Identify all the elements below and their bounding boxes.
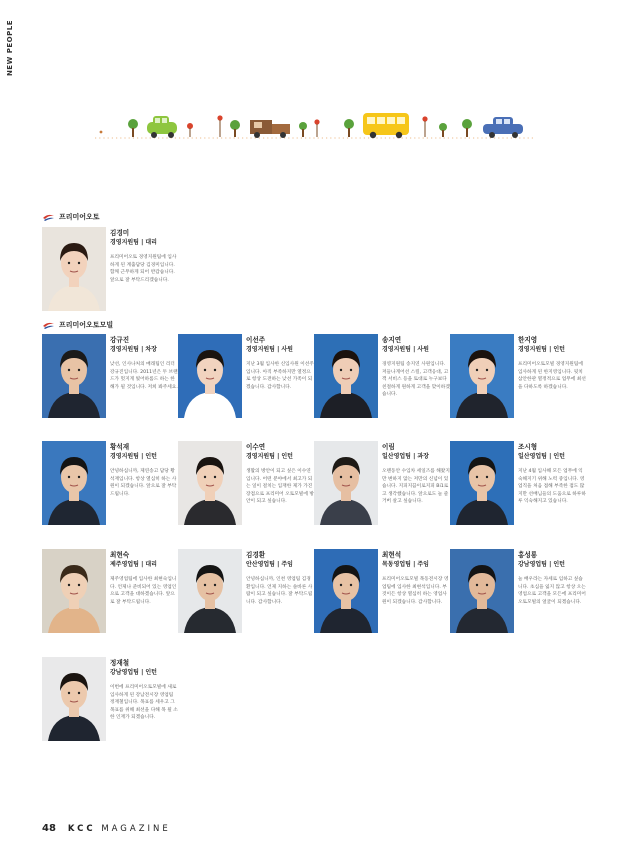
profile-info xyxy=(518,549,586,606)
brown-truck-icon xyxy=(250,120,290,138)
profile-name: 이수연 xyxy=(246,443,266,451)
portrait-photo xyxy=(178,441,242,525)
profile-card xyxy=(450,549,586,659)
profile-description: 안녕하십니까, 인천 영업팀 김경환입니다. 언제 지하는 솔바른 사람이 되고 싶습니다. 잘 부탁드립니다. 감사합니다. xyxy=(246,577,313,605)
portrait-photo xyxy=(450,549,514,633)
magazine-name xyxy=(68,824,171,834)
profile-card xyxy=(314,334,450,444)
profile-description: 프리미어오토 경영지원팀에 입사하게 된 계출담당 김경미입니다. 함께 근무하게 되어 반갑습니다. 앞으로 잘 부탁드리겠습니다. xyxy=(110,255,177,283)
profile-info xyxy=(382,334,450,399)
profile-role: 경영지원팀 | 인턴 xyxy=(246,453,293,460)
tree-icon xyxy=(230,120,240,137)
section-title-text: 프리미어오토 xyxy=(59,213,100,221)
tree-icon xyxy=(128,119,138,137)
profile-description: 지난 4월 입사해 모든 업무에 익숙해지기 위해 노력 중입니다. 영업직을 처음 접해 부족한 점도 많지만 선배님들의 도움으로 하루하루 익숙해지고 있습니다. xyxy=(518,469,586,505)
profile-description: 늘 배우라는 자세로 임하고 싶습니다. 초심을 잃지 않고 항상 오는 영업으로 고객을 모든에 프리미어오토모빌의 얼굴이 되겠습니다. xyxy=(518,577,586,605)
profile-name: 한지영 xyxy=(518,336,538,344)
profile-description: 낮선, 인사나처의 매래팀인 리더 강규진입니다. 2011년은 두 브랜드가 멋지게 빛어하롭드 하는 한 해가 될 것입니다. 저희 봐주세요. xyxy=(110,362,178,390)
tree-icon xyxy=(462,119,472,137)
profile-name: 김경환 xyxy=(246,551,266,559)
profile-description: 제주영업팀에 입사한 최현숙입니다. 언제나 준비되어 있는 영업인으로 고객을 대하겠습니다. 앞으로 잘 부탁드립니다. xyxy=(110,577,177,605)
profile-name: 김경미 xyxy=(110,229,130,237)
profile-name: 이림 xyxy=(382,443,395,451)
portrait-photo xyxy=(42,334,106,418)
profile-role: 제주영업팀 | 대리 xyxy=(110,561,157,568)
profile-card xyxy=(42,657,178,767)
profile-card xyxy=(178,441,314,551)
profile-name: 최현숙 xyxy=(110,551,130,559)
profile-role: 경영지원팀 | 인턴 xyxy=(110,453,157,460)
profile-role: 일산영업팀 | 인턴 xyxy=(518,453,565,460)
profile-role: 강남영업팀 | 인턴 xyxy=(110,669,157,676)
flower-icon xyxy=(187,123,193,137)
profile-name: 강규진 xyxy=(110,336,130,344)
portrait-photo xyxy=(314,334,378,418)
profile-role: 일산영업팀 | 과장 xyxy=(382,453,429,460)
profile-role: 경영지원팀 | 사원 xyxy=(246,346,293,353)
portrait-photo xyxy=(314,441,378,525)
profile-card xyxy=(178,549,314,659)
section-title-text: 프리미어오토모빌 xyxy=(59,321,114,329)
profile-card xyxy=(314,441,450,551)
profile-info xyxy=(246,549,314,606)
portrait-photo xyxy=(450,441,514,525)
profile-card xyxy=(450,334,586,444)
flower-icon xyxy=(314,119,319,137)
portrait-photo xyxy=(42,657,106,741)
tree-icon xyxy=(439,123,447,137)
profile-description: 프리미어오토모빌 목동전시장 영업팀에 입사한 최현석입니다. 부것이든 항상 열심히 하는 영업사원이 되겠습니다. 감사합니다. xyxy=(382,577,449,605)
profile-info xyxy=(382,441,450,506)
page-number: 48 xyxy=(42,823,56,834)
tree-icon xyxy=(299,122,307,137)
profile-info xyxy=(110,441,178,498)
profile-description: 안녕하십니까, 제연송고 담당 황석재입니다. 항상 열심히 하는 사원이 되겠습니다. 앞으로 잘 부탁드립니다. xyxy=(110,469,177,497)
page-footer xyxy=(42,823,171,834)
profile-name: 정재철 xyxy=(110,659,130,667)
flower-icon xyxy=(422,116,427,137)
premier-logo-icon xyxy=(42,213,55,222)
profile-info xyxy=(110,657,178,722)
profile-description: 이번에 프리미어오토모빌에 새로 입사하게 된 강남전시장 영업팀 정재철입니다. 목표를 세우고 그 목표를 위해 최선을 다해 목 될 소한 인재가 되겠습니다. xyxy=(110,685,178,721)
profile-info xyxy=(518,441,586,506)
portrait-photo xyxy=(42,549,106,633)
profile-name: 홍성룡 xyxy=(518,551,538,559)
blue-car-icon xyxy=(483,117,523,138)
portrait-photo xyxy=(314,549,378,633)
profile-name: 송지연 xyxy=(382,336,402,344)
portrait-photo xyxy=(178,334,242,418)
profile-role: 안산영업팀 | 주임 xyxy=(246,561,293,568)
profile-info xyxy=(110,227,178,284)
profile-info xyxy=(110,334,178,391)
profile-card xyxy=(42,334,178,444)
profile-card xyxy=(314,549,450,659)
profile-info xyxy=(382,549,450,606)
profile-card xyxy=(42,227,178,337)
portrait-photo xyxy=(178,549,242,633)
green-car-icon xyxy=(147,116,177,138)
profile-description: 경영지원팀 송지연 사원입니다. 저들나게어선 스킬, 고객응대, 고객 서비스 등을 토대로 누구보다 친절하게 원하게 고객을 맞이하겠습니다. xyxy=(382,362,450,398)
portrait-photo xyxy=(42,227,106,311)
side-label: NEW PEOPLE xyxy=(6,20,14,77)
profile-description: 지난 3월 입사한 신입사원 이선주입니다. 아직 부족하지만 열정으로 항상 도전하는 낮선 가족이 되겠습니다. 감사합니다. xyxy=(246,362,314,390)
profile-role: 경영지원팀 | 대리 xyxy=(110,239,157,246)
profile-card xyxy=(450,441,586,551)
tree-icon xyxy=(344,119,354,137)
profile-role: 목동영업팀 | 주임 xyxy=(382,561,429,568)
profile-role: 경영지원팀 | 인턴 xyxy=(518,346,565,353)
profile-role: 경영지원팀 | 차장 xyxy=(110,346,157,353)
profile-info xyxy=(110,549,178,606)
portrait-photo xyxy=(42,441,106,525)
profile-card xyxy=(178,334,314,444)
profile-name: 이선주 xyxy=(246,336,266,344)
profile-card xyxy=(42,549,178,659)
profile-name: 최현석 xyxy=(382,551,402,559)
brand-name: KCC xyxy=(67,824,96,834)
profile-description: 생활의 방안이 되고 싶은 이수연입니다. 어떤 분야에서 최고가 되는 일이 걸치는 입재한 제가 가진 장점으로 프리미어 오토모빌에 방안이 되고 싶습니다. xyxy=(246,469,314,505)
profile-card xyxy=(42,441,178,551)
profile-role: 경영지원팀 | 사원 xyxy=(382,346,429,353)
yellow-bus-icon xyxy=(363,113,409,138)
profile-info xyxy=(246,441,314,506)
profile-role: 강남영업팀 | 인턴 xyxy=(518,561,565,568)
profile-info xyxy=(518,334,586,391)
flower-icon xyxy=(217,115,222,137)
profile-name: 조시형 xyxy=(518,443,538,451)
profile-info xyxy=(246,334,314,391)
section-title-premier-auto xyxy=(42,212,100,222)
magazine-word: MAGAZINE xyxy=(101,824,171,834)
cars-and-trees-illustration xyxy=(95,108,535,146)
profile-name: 황석재 xyxy=(110,443,130,451)
portrait-photo xyxy=(450,334,514,418)
profile-description: 프리미어오토모빌 경영지원팀에 입사하게 된 한지영입니다. 뒷치삼안한관 열정적으로 업무에 최선을 다하도록 하겠습니다. xyxy=(518,362,586,390)
profile-description: 오랜동안 수입차 세일즈를 해왔지만 변하지 않는 저만의 신념이 있습니다. 지피지끔이로지피 Bi1로고 생각했습니다. 앞으로도 늘 즐거버 살고 싶습니다. xyxy=(382,469,450,505)
